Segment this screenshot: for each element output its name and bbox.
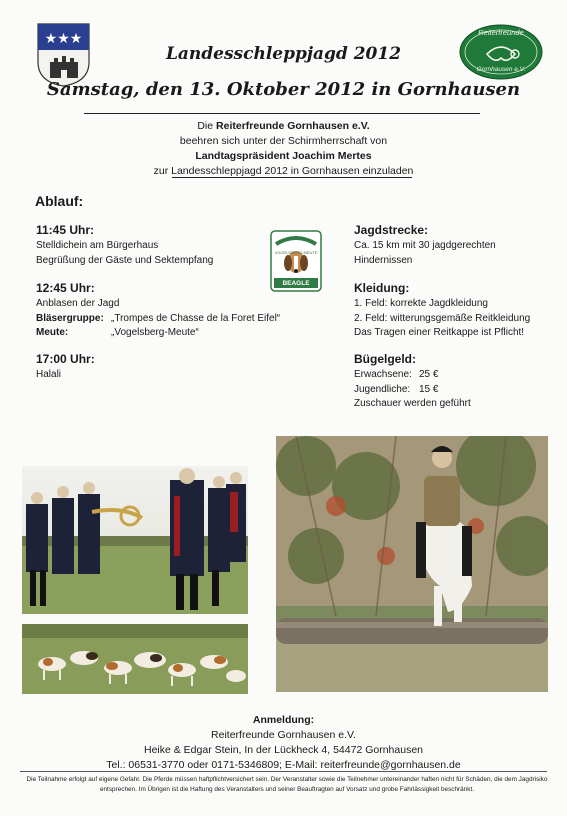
blaesergruppe-value: „Trompes de Chasse de la Foret Eifel“	[111, 312, 281, 324]
erwachsene-price: 25 €	[419, 369, 439, 380]
ablauf-block-3	[36, 352, 266, 383]
kleidung-line-2: 2. Feld: witterungsgemäße Reitkleidung	[354, 312, 531, 324]
intro-line4: zur Landesschleppjagd 2012 in Gornhausen einzuladen	[153, 165, 414, 177]
ablauf-1-line-2: Begrüßung der Gäste und Sektempfang	[36, 254, 214, 266]
buegelgeld-block	[354, 352, 554, 412]
jagdstrecke-title: Jagdstrecke:	[354, 223, 429, 237]
ablauf-3-line-1: Halali	[36, 369, 62, 380]
page-title: Landesschleppjagd 2012	[165, 44, 402, 64]
jagdstrecke-line-1: Ca. 15 km mit 30 jagdgerechten	[354, 240, 496, 251]
header-rule	[84, 113, 480, 114]
anmeldung-contact: Tel.: 06531-3770 oder 0171-5346809; E-Mail: reiterfreunde@gornhausen.de	[106, 759, 461, 771]
rider-jump-photo	[276, 436, 548, 692]
ablauf-2-line-1: Anblasen der Jagd	[36, 298, 120, 309]
intro-org: Reiterfreunde Gornhausen e.V.	[216, 120, 370, 132]
club-logo-text-top: Reiterfreunde	[478, 28, 524, 37]
beagle-badge-top: VOGELSBERG-MEUTE	[274, 250, 318, 255]
anmeldung-block	[0, 713, 567, 773]
jagdstrecke-line-2: Hindernissen	[354, 254, 413, 266]
disclaimer: Die Teilnahme erfolgt auf eigene Gefahr. Die Pferde müssen haftpflichtversichert sein. Der Veranstalter sowie die Teilnehmer untereinander haften nicht für Schäden, die dem Jagdrisiko entsprechen. Im Übrigen ist die Haftung des Veranstalters und seiner Beauftragten auf Vorsatz und grobe Fahrlässigkeit beschränkt.	[26, 776, 548, 793]
time-1700: 17:00 Uhr:	[36, 352, 95, 366]
jugendliche-price: 15 €	[419, 383, 439, 395]
ablauf-1-line-1: Stelldichein am Bürgerhaus	[36, 240, 159, 251]
time-1245: 12:45 Uhr:	[36, 281, 95, 295]
intro-rule	[172, 177, 412, 178]
kleidung-block	[354, 281, 554, 341]
horn-players-photo	[22, 466, 248, 614]
kleidung-line-1: 1. Feld: korrekte Jagdkleidung	[354, 298, 488, 309]
page-subtitle: Samstag, den 13. Oktober 2012 in Gornhausen	[46, 79, 521, 100]
anmeldung-address: Heike & Edgar Stein, In der Lückheck 4, 54472 Gornhausen	[143, 744, 423, 756]
kleidung-title: Kleidung:	[354, 281, 410, 295]
intro-line2: beehren sich unter der Schirmherrschaft von	[179, 135, 388, 147]
zuschauer-line: Zuschauer werden geführt	[354, 398, 471, 409]
jugendliche-label: Jugendliche:	[354, 383, 411, 395]
jagdstrecke-block	[354, 223, 554, 268]
time-1145: 11:45 Uhr:	[36, 223, 95, 237]
hound-pack-photo	[22, 624, 248, 694]
anmeldung-title: Anmeldung:	[252, 714, 315, 726]
intro	[0, 119, 567, 179]
ablauf-block-1	[36, 223, 266, 268]
kleidung-line-3: Das Tragen einer Reitkappe ist Pflicht!	[354, 327, 525, 338]
buegelgeld-title: Bügelgeld:	[354, 352, 416, 366]
footer-rule	[20, 771, 547, 772]
meute-value: „Vogelsberg-Meute“	[111, 327, 199, 338]
erwachsene-label: Erwachsene:	[354, 369, 412, 380]
intro-patron: Landtagspräsident Joachim Mertes	[195, 150, 372, 162]
ablauf-title: Ablauf:	[35, 193, 84, 209]
beagle-badge-bottom: BEAGLE	[282, 280, 310, 287]
meute-label: Meute:	[36, 327, 69, 338]
anmeldung-org: Reiterfreunde Gornhausen e.V.	[211, 729, 356, 741]
intro-prefix: Die	[197, 120, 217, 132]
svg-text:★★★: ★★★	[44, 31, 83, 47]
club-logo-text-bottom: Gornhausen e.V.	[476, 66, 526, 73]
blaesergruppe-label: Bläsergruppe:	[36, 312, 104, 324]
